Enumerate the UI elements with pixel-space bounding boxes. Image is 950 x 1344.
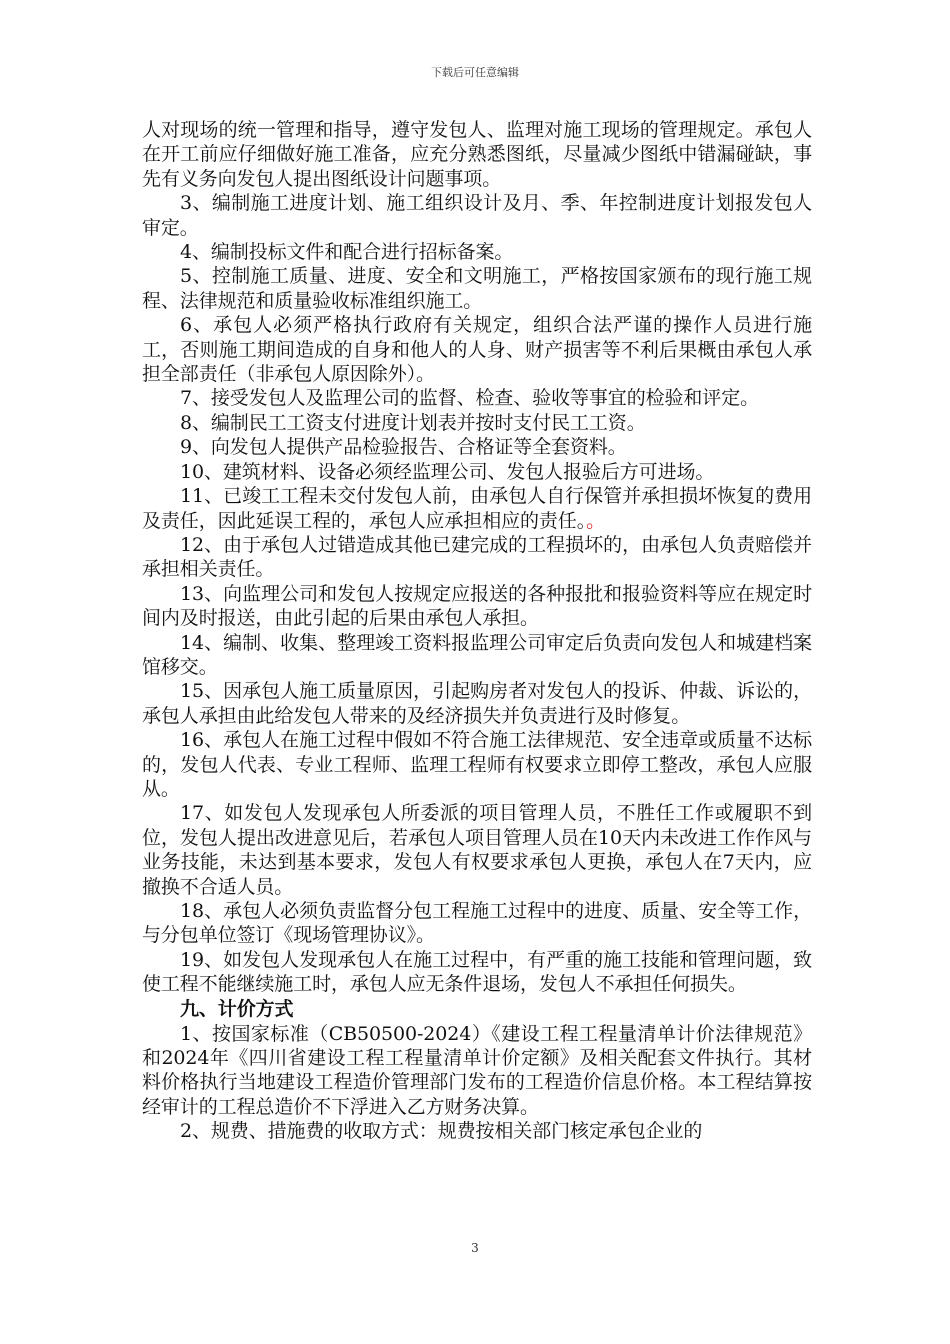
paragraph-item-4: 4、编制投标文件和配合进行招标备案。 xyxy=(180,241,514,264)
paragraph-item-9: 9、向发包人提供产品检验报告、合格证等全套资料。 xyxy=(180,436,627,459)
paragraph-item-16: 16、承包人在施工过程中假如不符合施工法律规范、安全违章或质量不达标的，发包人代表、专业工程师、监理工程师有权要求立即停工整改，承包人应服从。 xyxy=(142,729,812,800)
paragraph-item-5: 5、控制施工质量、进度、安全和文明施工，严格按国家颁布的现行施工规程、法律规范和质量验收标准组织施工。 xyxy=(142,265,812,312)
paragraph-continuation: 人对现场的统一管理和指导，遵守发包人、监理对施工现场的管理规定。承包人在开工前应仔细做好施工准备，应充分熟悉图纸，尽量减少图纸中错漏碰缺，事先有义务向发包人提出图纸设计问题事项。 xyxy=(142,119,812,190)
page-header: 下载后可任意编辑 xyxy=(431,66,519,79)
red-punctuation-mark: 。 xyxy=(586,509,606,532)
paragraph-item-11-text: 11、已竣工工程未交付发包人前，由承包人自行保管并承担损坏恢复的费用及责任，因此延误工程的，承包人应承担相应的责任。 xyxy=(142,485,812,532)
paragraph-item-3: 3、编制施工进度计划、施工组织设计及月、季、年控制进度计划报发包人审定。 xyxy=(142,192,812,239)
paragraph-item-18: 18、承包人必须负责监督分包工程施工过程中的进度、质量、安全等工作，与分包单位签订《现场管理协议》。 xyxy=(142,900,812,947)
paragraph-item-7: 7、接受发包人及监理公司的监督、检查、验收等事宜的检验和评定。 xyxy=(180,387,759,410)
document-body xyxy=(142,118,812,1144)
section9-paragraph-1: 1、按国家标准（CB50500-2024）《建设工程工程量清单计价法律规范》和2024年《四川省建设工程工程量清单计价定额》及相关配套文件执行。其材料价格执行当地建设工程造价管理部门发布的工程造价信息价格。本工程结算按经审计的工程总造价不下浮进入乙方财务决算。 xyxy=(142,1022,812,1118)
paragraph-item-13: 13、向监理公司和发包人按规定应报送的各种报批和报验资料等应在规定时间内及时报送，由此引起的后果由承包人承担。 xyxy=(142,582,812,630)
paragraph-item-19: 19、如发包人发现承包人在施工过程中，有严重的施工技能和管理问题，致使工程不能继续施工时，承包人应无条件退场，发包人不承担任何损失。 xyxy=(142,948,812,996)
paragraph-item-8: 8、编制民工工资支付进度计划表并按时支付民工工资。 xyxy=(180,411,646,434)
paragraph-item-17: 17、如发包人发现承包人所委派的项目管理人员，不胜任工作或履职不到位，发包人提出改进意见后，若承包人项目管理人员在10天内未改进工作作风与业务技能，未达到基本要求，发包人有权要求承包人更换，承包人在7天内，应撤换不合适人员。 xyxy=(142,802,812,898)
section-heading-pricing: 九、计价方式 xyxy=(180,997,294,1020)
paragraph-item-10: 10、建筑材料、设备必须经监理公司、发包人报验后方可进场。 xyxy=(180,460,715,483)
paragraph-item-6: 6、承包人必须严格执行政府有关规定，组织合法严谨的操作人员进行施工，否则施工期间造成的自身和他人的人身、财产损害等不利后果概由承包人承担全部责任（非承包人原因除外）。 xyxy=(142,314,812,386)
section9-paragraph-2: 2、规费、措施费的收取方式：规费按相关部门核定承包企业的 xyxy=(180,1120,703,1143)
paragraph-item-14: 14、编制、收集、整理竣工资料报监理公司审定后负责向发包人和城建档案馆移交。 xyxy=(142,631,812,678)
paragraph-item-15: 15、因承包人施工质量原因，引起购房者对发包人的投诉、仲裁、诉讼的，承包人承担由此给发包人带来的及经济损失并负责进行及时修复。 xyxy=(142,680,812,727)
paragraph-item-12: 12、由于承包人过错造成其他已建完成的工程损坏的，由承包人负责赔偿并承担相关责任。 xyxy=(142,533,812,581)
paragraph-item-11 xyxy=(142,484,812,533)
page-number: 3 xyxy=(471,1241,479,1255)
